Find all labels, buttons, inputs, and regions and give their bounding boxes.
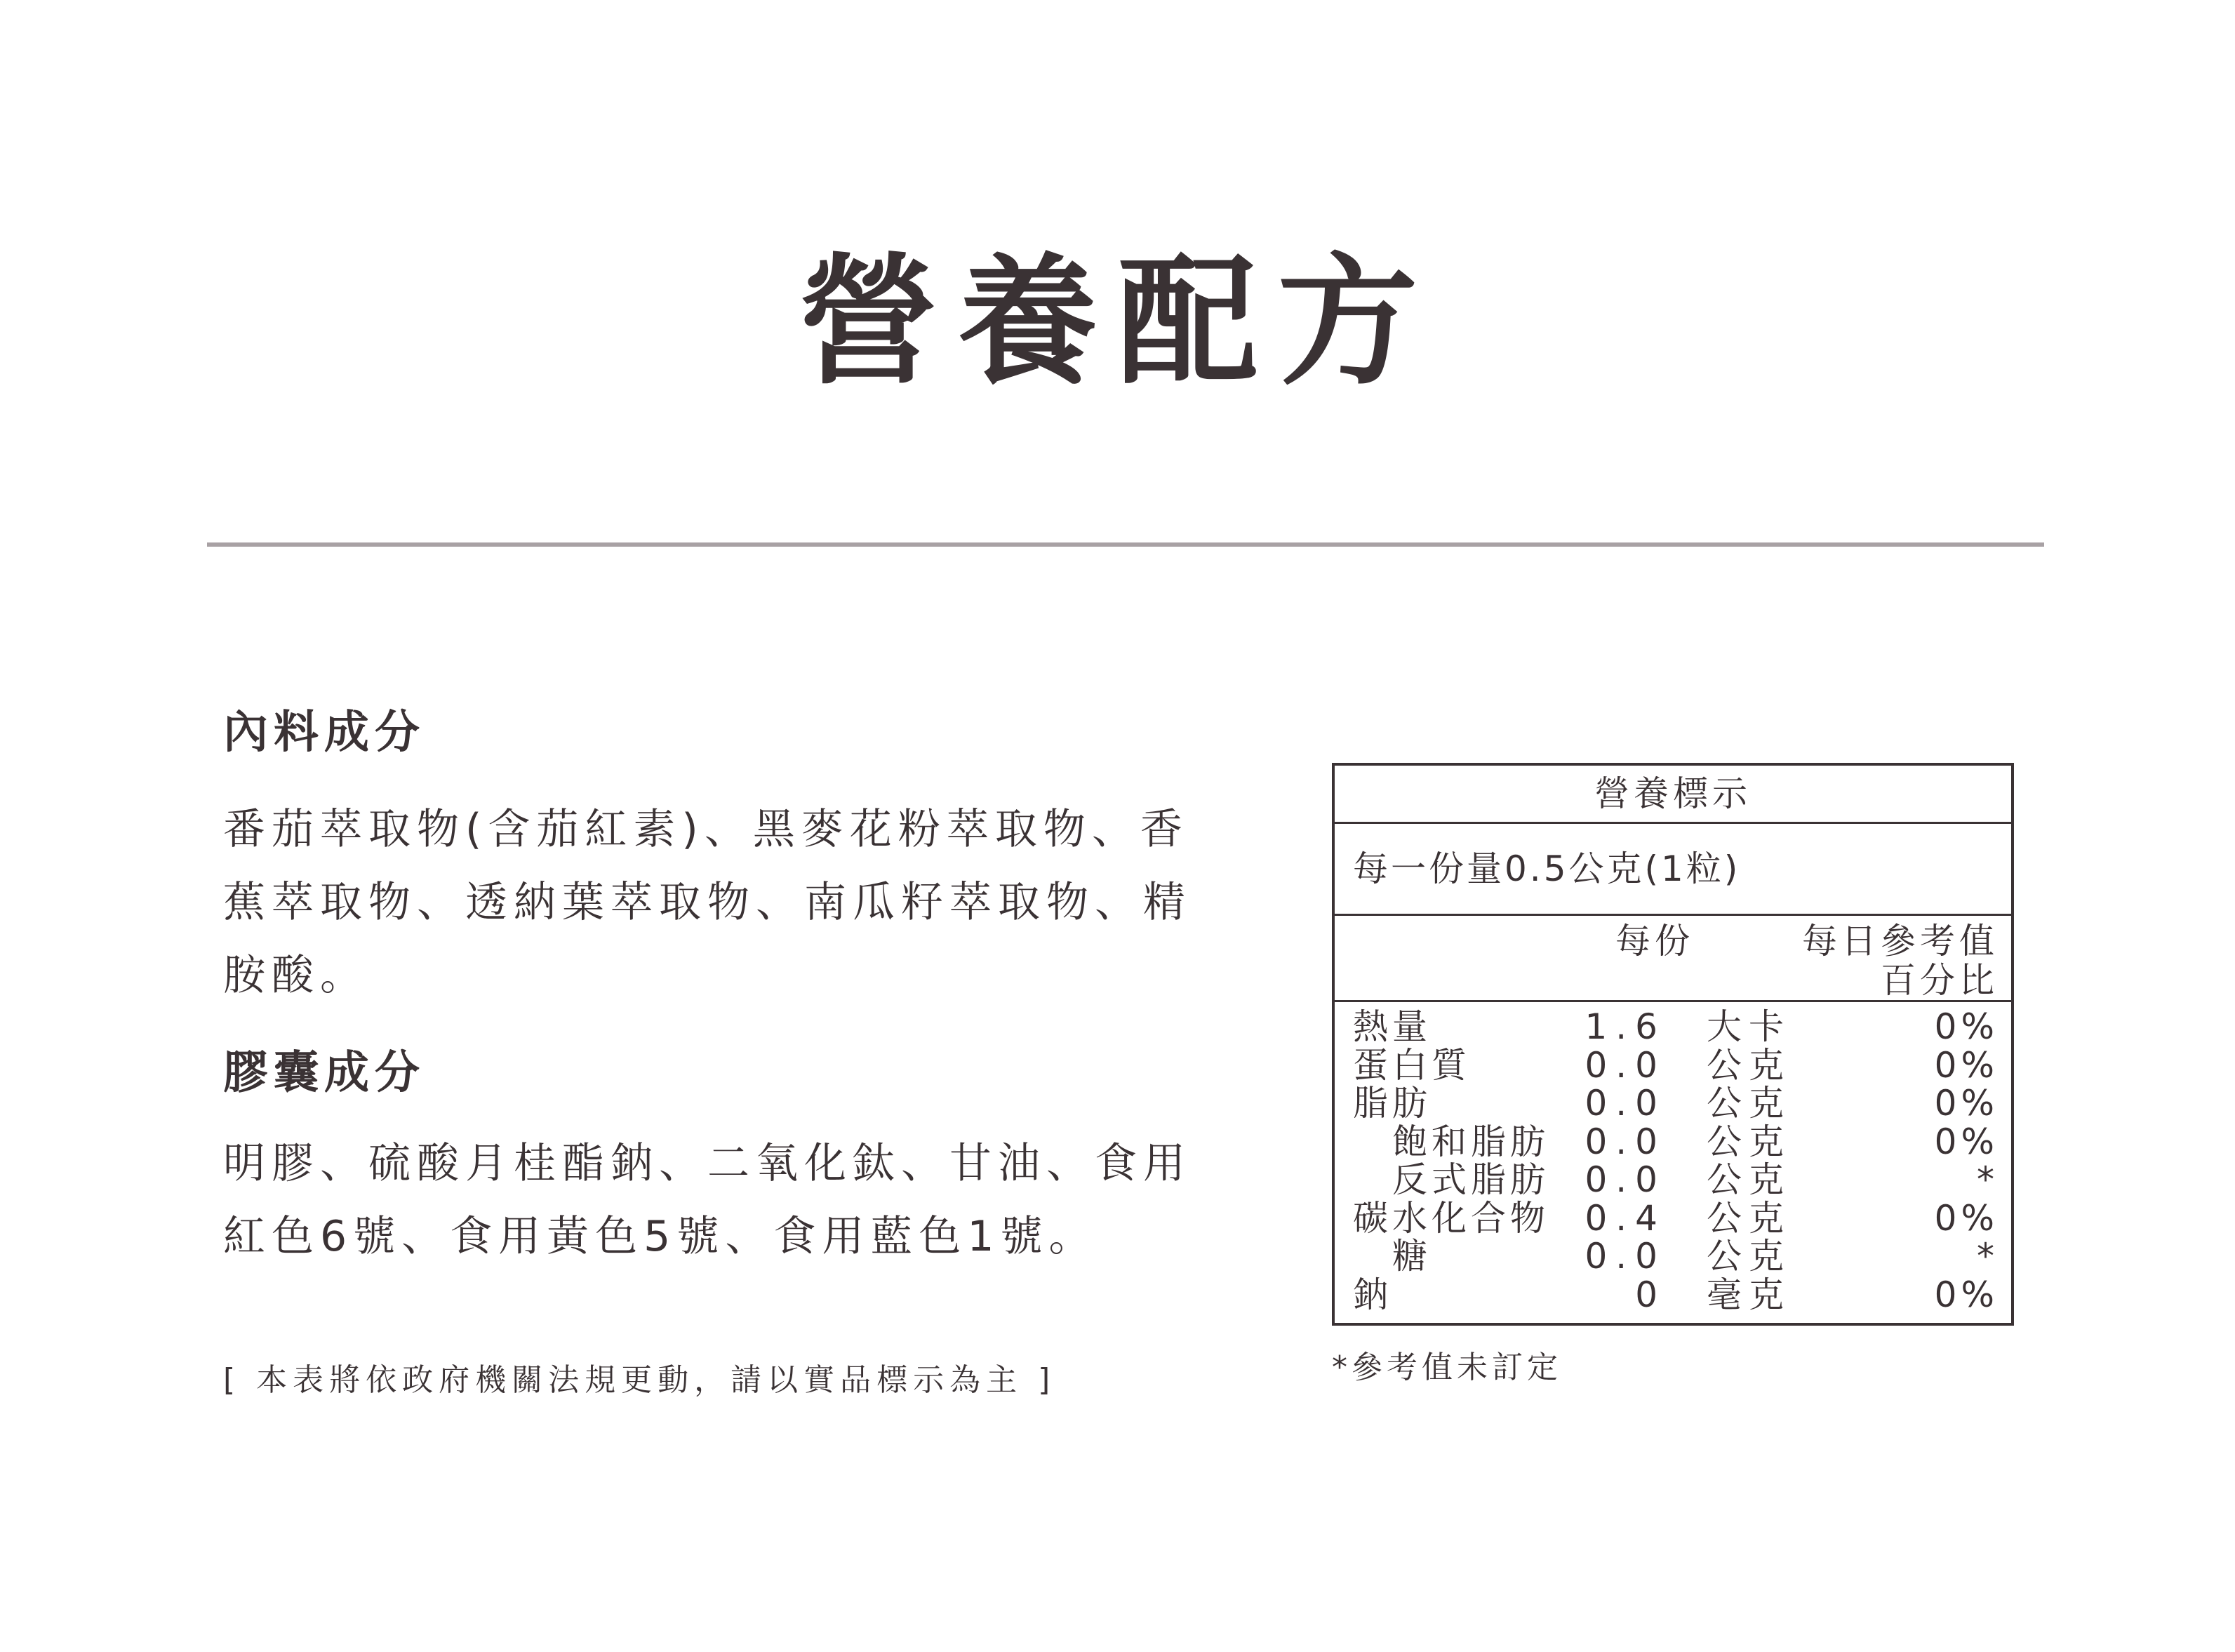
- nutrient-unit: 公克: [1707, 1159, 1791, 1200]
- nutrient-name: 糖: [1392, 1236, 1432, 1277]
- nutrient-row: [1335, 1237, 2011, 1276]
- nutrient-daily-pct: 0%: [1934, 1274, 1999, 1315]
- nutrient-amount: 0.0: [1584, 1083, 1666, 1124]
- nutrient-daily-pct: *: [1977, 1159, 1999, 1200]
- nutrition-rows: [1335, 1002, 2011, 1314]
- nutrient-unit: 公克: [1707, 1121, 1791, 1162]
- nutrient-unit: 公克: [1707, 1197, 1791, 1239]
- nutrient-unit: 毫克: [1707, 1274, 1791, 1315]
- ingredients-text: 番茄萃取物(含茄紅素)、黑麥花粉萃取物、香蕉萃取物、透納葉萃取物、南瓜籽萃取物、精胺酸。: [223, 805, 1192, 1000]
- nutrient-amount: 0.0: [1584, 1044, 1666, 1086]
- column-per-serving: 每份: [1615, 921, 1694, 961]
- nutrition-title: 營養標示: [1335, 766, 2011, 824]
- disclaimer-note: [ 本表將依政府機關法規更動，請以實品標示為主 ]: [223, 1362, 1056, 1398]
- nutrient-row: [1335, 1123, 2011, 1161]
- nutrient-row: [1335, 1046, 2011, 1085]
- nutrient-row: [1335, 1008, 2011, 1046]
- nutrient-unit: 公克: [1707, 1044, 1791, 1086]
- divider: [207, 542, 2044, 547]
- nutrient-unit: 公克: [1707, 1083, 1791, 1124]
- nutrient-row: [1335, 1084, 2011, 1123]
- column-daily-value-line2: 百分比: [1881, 960, 1999, 1001]
- nutrient-daily-pct: 0%: [1934, 1006, 1999, 1047]
- nutrient-name: 熱量: [1353, 1006, 1432, 1047]
- nutrient-name: 飽和脂肪: [1392, 1121, 1549, 1162]
- serving-size: 每一份量0.5公克(1粒): [1335, 824, 2011, 916]
- nutrient-amount: 0: [1635, 1274, 1666, 1315]
- nutrient-unit: 大卡: [1707, 1006, 1791, 1047]
- nutrient-unit: 公克: [1707, 1236, 1791, 1277]
- ingredients-heading: 內料成分: [223, 707, 425, 759]
- nutrient-row: [1335, 1161, 2011, 1199]
- nutrient-name: 蛋白質: [1353, 1044, 1471, 1086]
- nutrient-daily-pct: 0%: [1934, 1121, 1999, 1162]
- nutrient-daily-pct: *: [1977, 1236, 1999, 1277]
- column-daily-value: [1774, 921, 1999, 1000]
- nutrition-footnote: *參考值未訂定: [1332, 1350, 1562, 1385]
- nutrient-daily-pct: 0%: [1934, 1044, 1999, 1086]
- nutrient-name: 脂肪: [1353, 1083, 1432, 1124]
- nutrient-daily-pct: 0%: [1934, 1083, 1999, 1124]
- nutrition-facts-table: [1332, 763, 2014, 1326]
- capsule-heading: 膠囊成分: [223, 1047, 425, 1099]
- nutrient-amount: 0.0: [1584, 1236, 1666, 1277]
- nutrient-daily-pct: 0%: [1934, 1197, 1999, 1239]
- nutrient-row: [1335, 1276, 2011, 1314]
- nutrient-amount: 1.6: [1584, 1006, 1666, 1047]
- nutrient-name: 鈉: [1353, 1274, 1392, 1315]
- capsule-text: 明膠、硫酸月桂酯鈉、二氧化鈦、甘油、食用紅色6號、食用黃色5號、食用藍色1號。: [223, 1139, 1192, 1261]
- nutrition-column-headers: [1335, 916, 2011, 1002]
- nutrient-row: [1335, 1199, 2011, 1238]
- nutrient-amount: 0.0: [1584, 1121, 1666, 1162]
- column-daily-value-line1: 每日參考值: [1802, 921, 1999, 961]
- nutrient-amount: 0.0: [1584, 1159, 1666, 1200]
- page-title: 營養配方: [797, 241, 1438, 404]
- nutrient-name: 碳水化合物: [1353, 1197, 1549, 1239]
- nutrient-name: 反式脂肪: [1392, 1159, 1549, 1200]
- nutrient-amount: 0.4: [1584, 1197, 1666, 1239]
